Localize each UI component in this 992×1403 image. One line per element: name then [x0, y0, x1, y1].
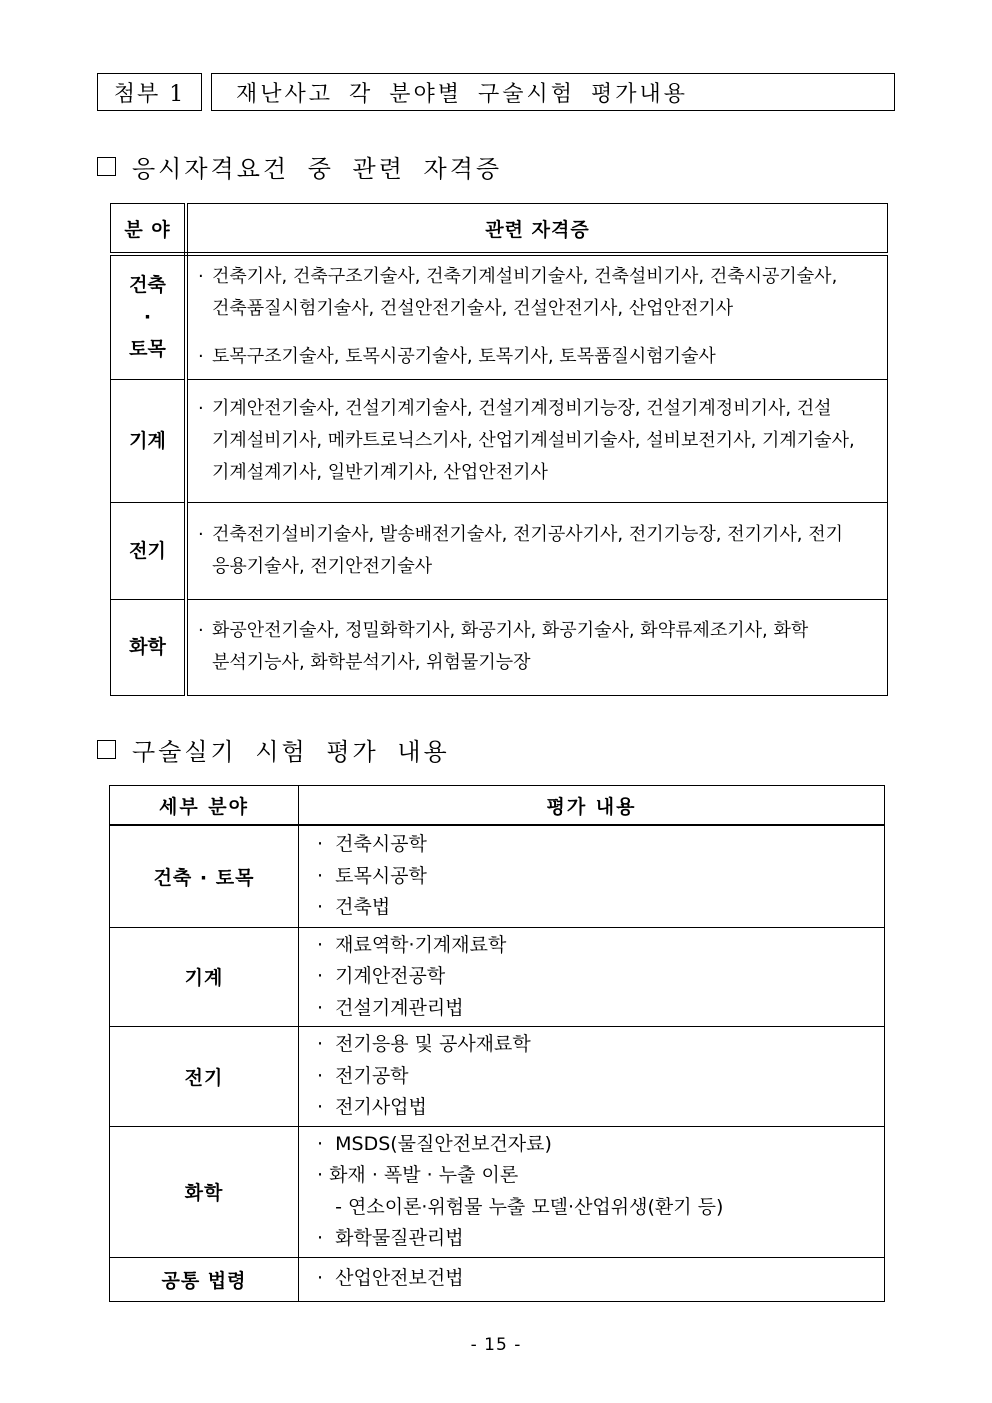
- cert-line: 기계설비기사, 메카트로닉스기사, 산업기계설비기술사, 설비보전기사, 기계기술사,: [212, 429, 855, 451]
- square-bullet-icon: [97, 740, 116, 759]
- content-cell: [299, 1257, 885, 1301]
- table-row: [110, 927, 885, 1027]
- field-cell: 기계: [111, 379, 187, 502]
- bullet: ·: [198, 346, 204, 368]
- cert-block: [198, 261, 883, 325]
- list-item: · 화재 · 폭발 · 누출 이론: [317, 1164, 519, 1186]
- certificates-cell: [186, 379, 888, 502]
- cert-block: [198, 393, 883, 489]
- list-item: · MSDS(물질안전보건자료): [317, 1132, 552, 1155]
- cert-line: 응용기술사, 전기안전기술사: [212, 555, 433, 577]
- attachment-label: 첨부 1: [97, 73, 202, 111]
- table-row: [111, 379, 888, 502]
- field-cell: 화학: [110, 1126, 299, 1257]
- table-row: [110, 825, 885, 927]
- list-item: · 건축시공학: [317, 833, 427, 855]
- content-cell: [299, 1027, 885, 1127]
- field-label: 토목: [129, 338, 166, 361]
- cert-line: 기계안전기술사, 건설기계기술사, 건설기계정비기능장, 건설기계정비기사, 건설: [212, 397, 832, 419]
- field-cell: 화학: [111, 599, 187, 695]
- page-number: - 15 -: [470, 1335, 522, 1355]
- list-item: · 건설기계관리법: [317, 996, 464, 1019]
- certificates-cell: [186, 599, 888, 695]
- list-item: · 전기공학: [317, 1064, 409, 1087]
- table-row: [110, 1257, 885, 1301]
- cert-line: 건축품질시험기술사, 건설안전기술사, 건설안전기사, 산업안전기사: [212, 298, 734, 320]
- table-row: [111, 254, 888, 379]
- square-bullet-icon: [97, 157, 116, 176]
- certificates-cell: [186, 254, 888, 379]
- table-header-row: [111, 204, 888, 255]
- certificates-cell: [186, 502, 888, 599]
- qualifications-table: [110, 203, 888, 696]
- section-heading-qualifications: [97, 148, 502, 184]
- cert-line: 건축전기설비기술사, 발송배전기술사, 전기공사기사, 전기기능장, 전기기사, 전기: [212, 523, 844, 545]
- section-heading-evaluation: [97, 731, 450, 767]
- cert-line: 화공안전기술사, 정밀화학기사, 화공기사, 화공기술사, 화약류제조기사, 화학: [212, 620, 809, 641]
- table-header-row: [110, 786, 885, 826]
- list-item: · 건축법: [317, 896, 391, 918]
- cert-block: [198, 615, 883, 679]
- cert-line: 건축기사, 건축구조기술사, 건축기계설비기술사, 건축설비기사, 건축시공기술사,: [212, 266, 838, 288]
- bullet: ·: [198, 620, 204, 641]
- field-separator: ·: [143, 306, 152, 329]
- list-item: - 연소이론·위험물 누출 모델·산업위생(환기 등): [317, 1195, 724, 1218]
- field-cell: 건축 · 토목: [110, 825, 299, 927]
- bullet: ·: [198, 523, 204, 545]
- field-cell: 전기: [111, 502, 187, 599]
- cert-block: [198, 341, 883, 373]
- field-cell: 전기: [110, 1027, 299, 1127]
- list-item: · 화학물질관리법: [317, 1227, 464, 1249]
- evaluation-table: [109, 785, 885, 1302]
- list-item: · 토목시공학: [317, 864, 427, 887]
- field-cell: 기계: [110, 927, 299, 1027]
- table-row: [111, 502, 888, 599]
- table-row: [110, 1126, 885, 1257]
- column-header-field: 분 야: [111, 204, 187, 255]
- cert-line: 분석기능사, 화학분석기사, 위험물기능장: [212, 652, 531, 673]
- section-heading-text: 구술실기 시험 평가 내용: [132, 737, 450, 766]
- table-row: [110, 1027, 885, 1127]
- field-cell: [111, 254, 187, 379]
- content-cell: [299, 1126, 885, 1257]
- list-item: · 기계안전공학: [317, 965, 446, 987]
- content-cell: [299, 825, 885, 927]
- list-item: · 산업안전보건법: [317, 1267, 464, 1290]
- cert-block: [198, 519, 883, 583]
- content-cell: [299, 927, 885, 1027]
- column-header-content: 평가 내용: [299, 786, 885, 826]
- column-header-certificates: 관련 자격증: [186, 204, 888, 255]
- column-header-subfield: 세부 분야: [110, 786, 299, 826]
- cert-line: 기계설계기사, 일반기계기사, 산업안전기사: [212, 461, 548, 483]
- document-title-text: 재난사고 각 분야별 구술시험 평가내용: [236, 81, 689, 107]
- table-row: [111, 599, 888, 695]
- cert-line: 토목구조기술사, 토목시공기술사, 토목기사, 토목품질시험기술사: [212, 346, 716, 368]
- list-item: · 전기사업법: [317, 1096, 427, 1118]
- bullet: ·: [198, 397, 204, 419]
- section-heading-text: 응시자격요건 중 관련 자격증: [132, 154, 503, 183]
- list-item: · 재료역학·기계재료학: [317, 933, 507, 956]
- field-label: 건축: [129, 274, 166, 297]
- document-title: [211, 73, 895, 111]
- list-item: · 전기응용 및 공사재료학: [317, 1033, 531, 1055]
- field-cell: 공통 법령: [110, 1257, 299, 1301]
- bullet: ·: [198, 266, 204, 288]
